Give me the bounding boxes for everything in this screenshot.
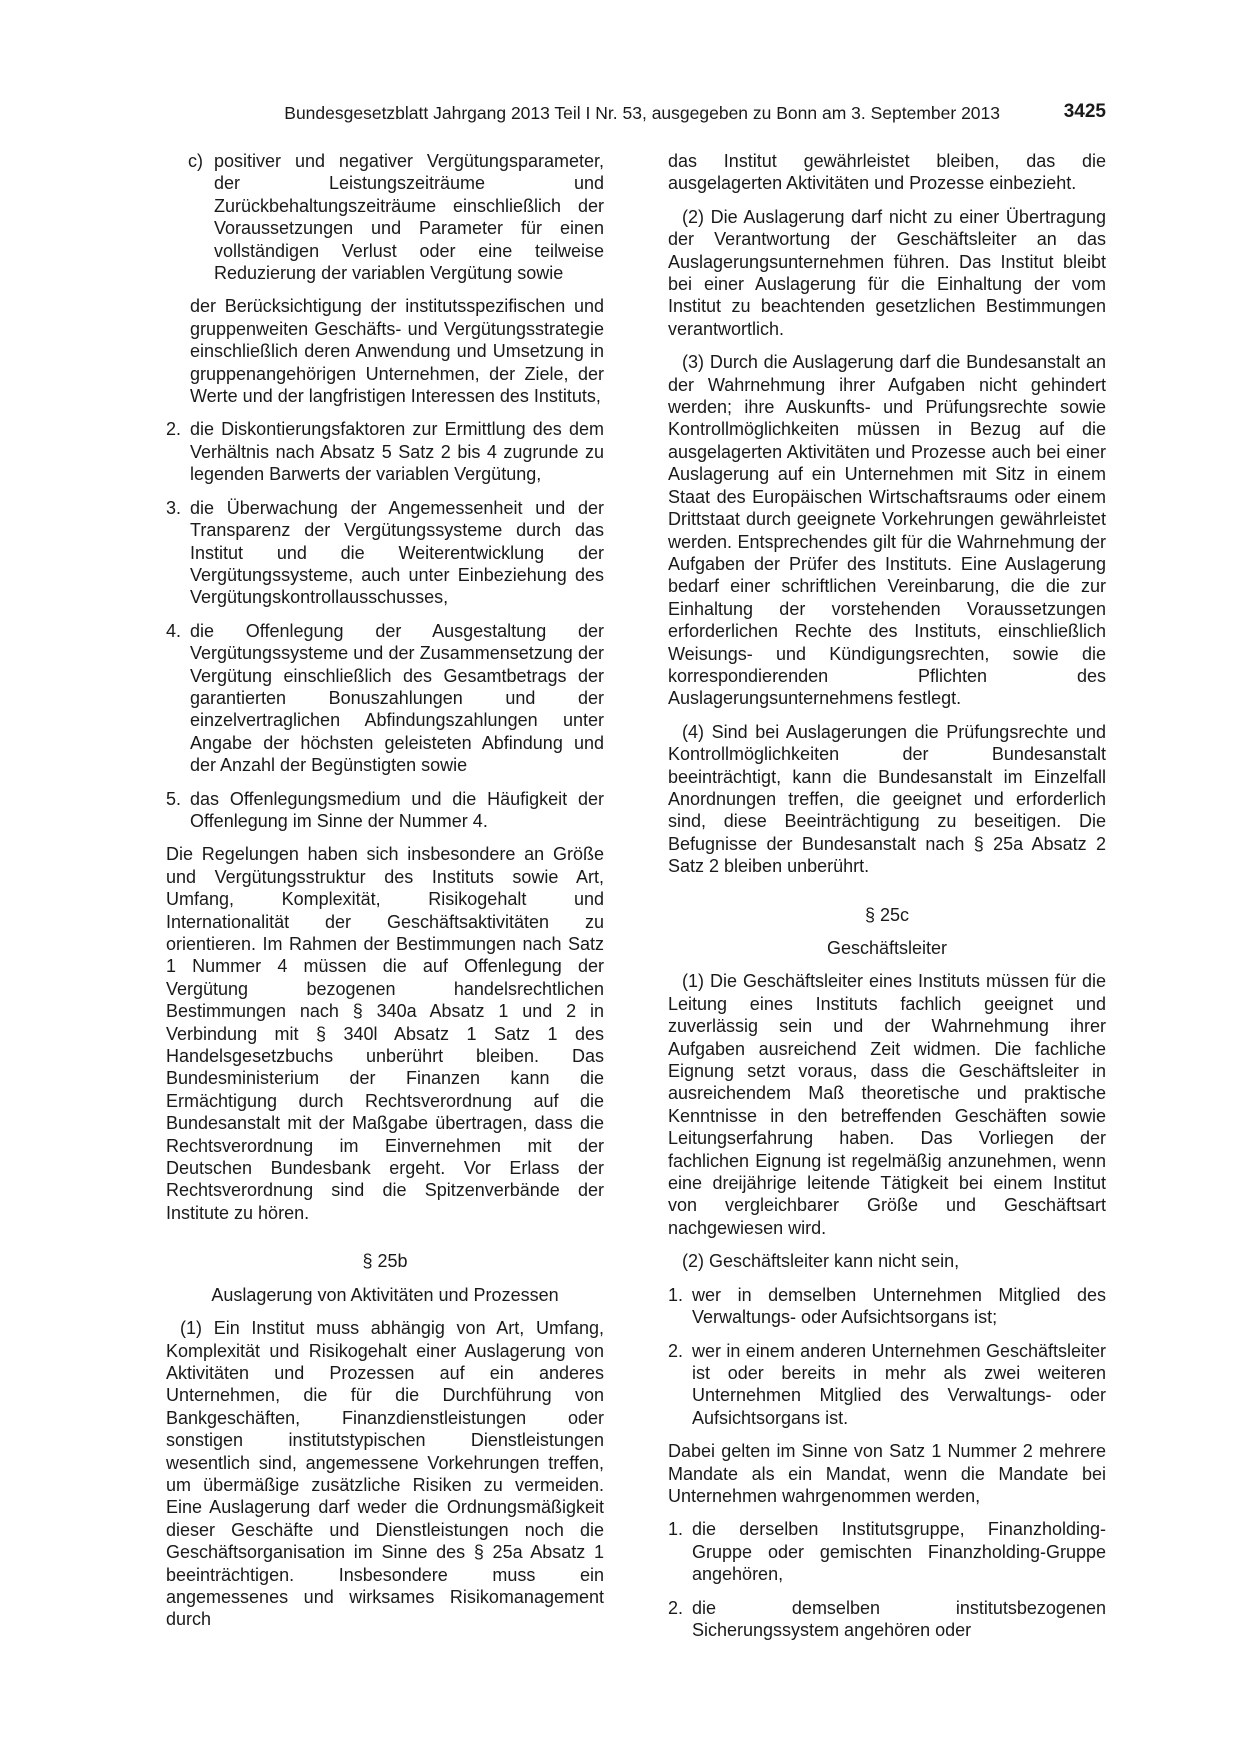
paragraph-25b-3: (3) Durch die Auslagerung darf die Bundesanstalt an der Wahrnehmung ihrer Aufgaben nicht gehindert werden; ihre Auskunfts- und Prüfungsrechte sowie Kontrollmöglichkeiten müssen in Bezug auf die ausgelagerten Aktivitäten und Prozesse auch bei einer Auslagerung auf ein Unternehmen mit Sitz in einem Staat des Europäischen Wirtschaftsraums oder einem Drittstaat durch geeignete Vorkehrungen gewährleistet werden. Entsprechendes gilt für die Wahrnehmung der Aufgaben der Prüfer des Instituts. Eine Auslagerung bedarf einer schriftlichen Vereinbarung, die die zur Einhaltung der vorstehenden Voraussetzungen erforderlichen Rechte des Instituts, einschließlich Weisungs- und Kündigungsrechten, sowie die korrespondierenden Pflichten des Auslagerungsunternehmens festlegt.	[668, 352, 1106, 709]
list-item-2	[668, 1340, 1106, 1430]
list-item-text: wer in demselben Unternehmen Mitglied des Verwaltungs- oder Aufsichtsorgans ist;	[692, 1284, 1106, 1328]
section-title-25c: Geschäftsleiter	[826, 938, 948, 958]
list-item-text: die Diskontierungsfaktoren zur Ermittlung des dem Verhältnis nach Absatz 5 Satz 2 bis 4 zugrunde zu legenden Barwerts der variablen Vergütung,	[190, 419, 604, 485]
list-item-text: positiver und negativer Vergütungsparameter, der Leistungszeiträume und Zurückbehaltungszeiträume einschließlich der Voraussetzungen und Parameter für einen vollständigen Verlust oder eine teilweise Reduzierung der variablen Vergütung sowie	[214, 151, 604, 284]
list-item-number: 1.	[668, 1284, 684, 1305]
left-column	[166, 150, 604, 1631]
list-item-number: 3.	[166, 497, 182, 518]
list-item-c	[166, 150, 604, 284]
list-item-text: die derselben Institutsgruppe, Finanzholding-Gruppe oder gemischten Finanzholding-Gruppe angehören,	[692, 1519, 1106, 1585]
list-item-4	[166, 620, 604, 777]
closing-paragraph: Die Regelungen haben sich insbesondere an Größe und Vergütungsstruktur des Instituts sowie Art, Umfang, Komplexität, Risikogehalt und Internationalität der Geschäftsaktivitäten zu orientieren. Im Rahmen der Bestimmungen nach Satz 1 Nummer 4 müssen die auf Offenlegung der Vergütung bezogenen handelsrechtlichen Bestimmungen nach § 340a Absatz 1 und 2 in Verbindung mit § 340l Absatz 1 Satz 1 des Handelsgesetzbuchs unberührt bleiben. Das Bundesministerium der Finanzen kann die Ermächtigung durch Rechtsverordnung auf die Bundesanstalt mit der Maßgabe übertragen, dass die Rechtsverordnung im Einvernehmen mit der Deutschen Bundesbank ergeht. Vor Erlass der Rechtsverordnung sind die Spitzenverbände der Institute zu hören.	[166, 844, 604, 1223]
paragraph-25c-2: (2) Geschäftsleiter kann nicht sein,	[682, 1251, 960, 1272]
list-item-number: 2.	[668, 1597, 684, 1618]
list-item-1	[668, 1518, 1106, 1585]
right-column	[668, 150, 1106, 1641]
list-item-2	[166, 418, 604, 485]
section-title-25b: Auslagerung von Aktivitäten und Prozessen	[211, 1284, 559, 1305]
list-item-text: die demselben institutsbezogenen Sicherungssystem angehören oder	[692, 1597, 1106, 1640]
list-item-text: die Überwachung der Angemessenheit und der Transparenz der Vergütungssysteme durch das Institut und die Weiterentwicklung der Vergütungssysteme, auch unter Einbeziehung des Vergütungskontrollausschusses,	[190, 497, 604, 608]
list-item-text: wer in einem anderen Unternehmen Geschäftsleiter ist oder bereits in mehr als zwei weiteren Unternehmen Mitglied des Verwaltungs- oder Aufsichtsorgans ist.	[692, 1340, 1106, 1428]
page-header	[160, 102, 1106, 128]
mandate-paragraph: Dabei gelten im Sinne von Satz 1 Nummer 2 mehrere Mandate als ein Mandat, wenn die Mandate bei Unternehmen wahrgenommen werden,	[668, 1441, 1106, 1506]
list-item-5	[166, 788, 604, 833]
list-item-number: 5.	[166, 788, 182, 809]
section-heading-25b: § 25b	[362, 1251, 408, 1272]
list-item-number: c)	[188, 151, 203, 171]
list-item-number: 1.	[668, 1519, 684, 1540]
gazette-title: Bundesgesetzblatt Jahrgang 2013 Teil I Nr. 53, ausgegeben zu Bonn am 3. September 2013	[284, 103, 1000, 123]
list-item-3	[166, 497, 604, 609]
list-item-number: 2.	[166, 419, 182, 440]
paragraph-25b-2: (2) Die Auslagerung darf nicht zu einer Übertragung der Verantwortung der Geschäftsleiter an das Auslagerungsunternehmen führen. Das Institut bleibt bei einer Auslagerung für die Einhaltung der vom Institut zu beachtenden gesetzlichen Bestimmungen verantwortlich.	[668, 206, 1106, 339]
paragraph-25c-1: (1) Die Geschäftsleiter eines Instituts müssen für die Leitung eines Instituts fachlich geeignet und zuverlässig sein und der Wahrnehmung ihrer Aufgaben ausreichend Zeit widmen. Die fachliche Eignung setzt voraus, dass die Geschäftsleiter in ausreichendem Maß theoretische und praktische Kenntnisse in den betreffenden Geschäften sowie Leitungserfahrung haben. Das Vorliegen der fachlichen Eignung ist regelmäßig anzunehmen, wenn eine dreijährige leitende Tätigkeit bei einem Institut von vergleichbarer Größe und Geschäftsart nachgewiesen wird.	[668, 971, 1106, 1238]
paragraph-25b-1: (1) Ein Institut muss abhängig von Art, Umfang, Komplexität und Risikogehalt einer Auslagerung von Aktivitäten und Prozessen auf ein anderes Unternehmen, die für die Durchführung von Bankgeschäften, Finanzdienstleistungen oder sonstigen institutstypischen Dienstleistungen wesentlich sind, angemessene Vorkehrungen treffen, um übermäßige zusätzliche Risiken zu vermeiden. Eine Auslagerung darf weder die Ordnungsmäßigkeit dieser Geschäfte und Dienstleistungen noch die Geschäftsorganisation im Sinne des § 25a Absatz 1 beeinträchtigen. Insbesondere muss ein angemessenes und wirksames Risikomanagement durch	[166, 1318, 604, 1630]
continuation-paragraph: das Institut gewährleistet bleiben, das die ausgelagerten Aktivitäten und Prozesse einbezieht.	[668, 151, 1106, 194]
continuation-paragraph: der Berücksichtigung der institutsspezifischen und gruppenweiten Geschäfts- und Vergütungsstrategie einschließlich deren Anwendung und Umsetzung in gruppenangehörigen Unternehmen, der Ziele, der Werte und der langfristigen Interessen des Instituts,	[190, 296, 604, 407]
list-item-number: 4.	[166, 620, 182, 641]
list-item-text: das Offenlegungsmedium und die Häufigkeit der Offenlegung im Sinne der Nummer 4.	[190, 788, 604, 831]
list-item-text: die Offenlegung der Ausgestaltung der Vergütungssysteme und der Zusammensetzung der Vergütung einschließlich des Gesamtbetrags der garantierten Bonuszahlungen und der einzelvertraglichen Abfindungszahlungen unter Angabe der höchsten geleisteten Abfindung und der Anzahl der Begünstigten sowie	[190, 620, 604, 776]
list-item-1	[668, 1284, 1106, 1329]
page-number: 3425	[1063, 101, 1106, 122]
section-heading-25c: § 25c	[864, 904, 910, 925]
list-item-2	[668, 1597, 1106, 1642]
list-item-number: 2.	[668, 1340, 684, 1361]
paragraph-25b-4: (4) Sind bei Auslagerungen die Prüfungsrechte und Kontrollmöglichkeiten der Bundesanstalt beeinträchtigt, kann die Bundesanstalt im Einzelfall Anordnungen treffen, die geeignet und erforderlich sind, diese Beeinträchtigung zu beseitigen. Die Befugnisse der Bundesanstalt nach § 25a Absatz 2 Satz 2 bleiben unberührt.	[668, 721, 1106, 877]
